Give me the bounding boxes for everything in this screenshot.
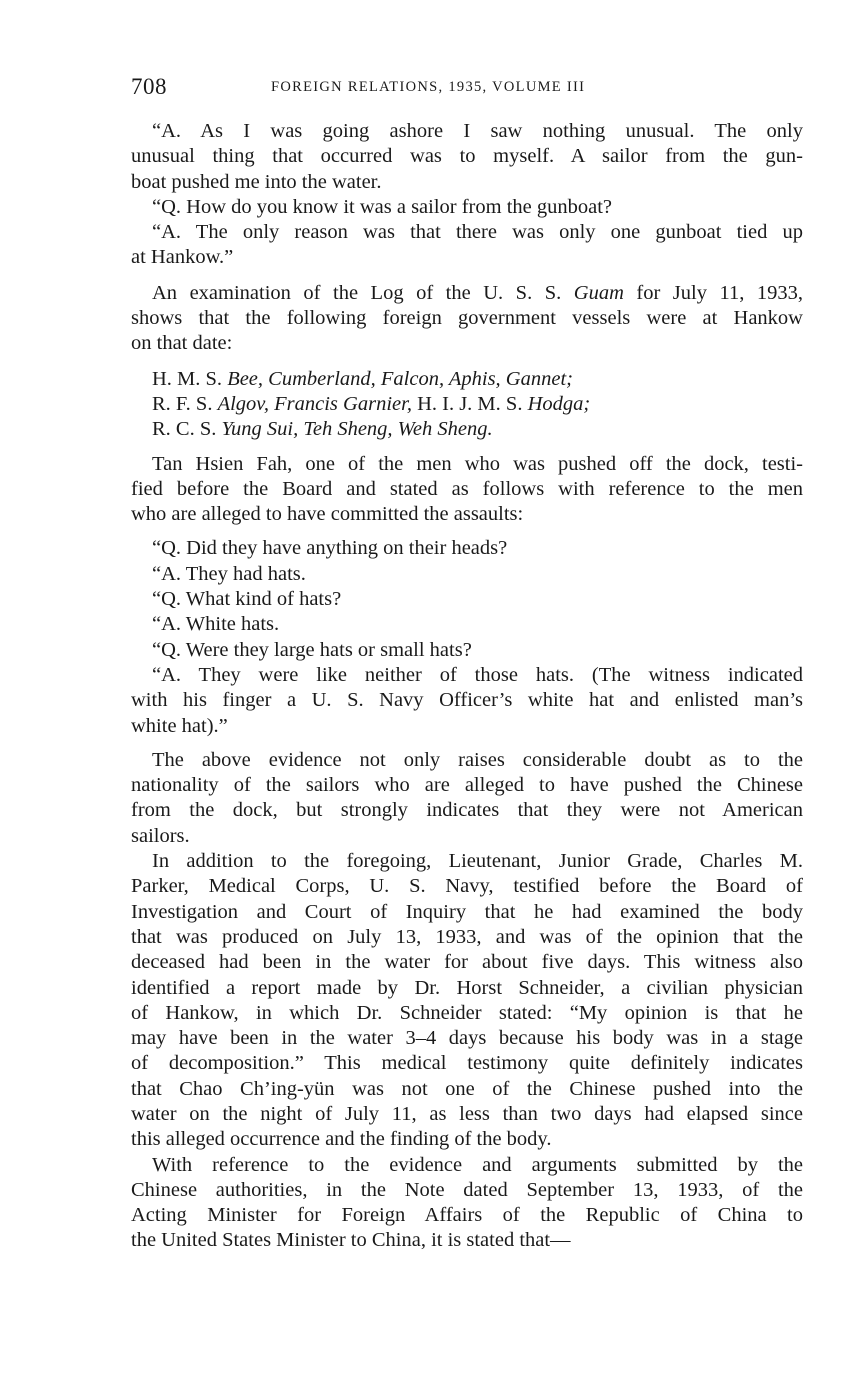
qa-line: “Q. Did they have anything on their heads? — [152, 537, 508, 560]
testimony-answer-paragraph — [131, 220, 803, 271]
navy-prefix: R. C. S. — [152, 418, 222, 441]
text-line: boat pushed me into the water. — [131, 170, 382, 193]
text-line: In addition to the foregoing, Lieutenant, Junior Grade, Charles M. — [152, 850, 803, 873]
text-line: of decomposition.” This medical testimony quite definitely indicates — [131, 1052, 803, 1075]
vessel-names: Bee, Cumberland, Falcon, Aphis, Gannet; — [227, 367, 573, 390]
text-line: sailors. — [131, 824, 190, 847]
log-examination-paragraph — [131, 281, 803, 357]
text-line: water on the night of July 11, as less than two days had elapsed since — [131, 1102, 803, 1125]
witness-paragraph — [131, 452, 803, 528]
navy-prefix: H. M. S. — [152, 367, 228, 390]
text-line: at Hankow.” — [131, 246, 234, 269]
qa-line: “Q. What kind of hats? — [152, 588, 342, 611]
vessel-row — [152, 367, 803, 392]
text-line: may have been in the water 3–4 days because his body was in a stage — [131, 1027, 803, 1050]
navy-prefix: H. I. J. M. S. — [411, 392, 528, 415]
qa-line: “A. They had hats. — [152, 562, 306, 585]
text-line: who are alleged to have committed the assaults: — [131, 503, 524, 526]
qa-line: “A. White hats. — [152, 613, 280, 636]
vessel-names: Hodga; — [527, 392, 591, 415]
vessel-row — [152, 417, 803, 442]
text-span: An examination of the Log of the U. S. S. — [152, 281, 574, 304]
evidence-paragraph — [131, 748, 803, 849]
text-line: on that date: — [131, 332, 233, 355]
text-span: for July 11, 1933, — [623, 281, 803, 304]
page-number: 708 — [131, 74, 167, 99]
text-line: “A. They were like neither of those hats. (The witness indicated — [152, 663, 803, 686]
text-line: the United States Minister to China, it is stated that— — [131, 1229, 571, 1252]
vessel-names: Algov, Francis Garnier, — [217, 392, 412, 415]
running-head: FOREIGN RELATIONS, 1935, VOLUME III — [271, 79, 586, 95]
text-line — [131, 281, 803, 306]
text-line: Acting Minister for Foreign Affairs of the Republic of China to — [131, 1204, 803, 1227]
text-line: “A. The only reason was that there was only one gunboat tied up — [152, 221, 803, 244]
page-body — [131, 119, 803, 1254]
vessel-names: Yung Sui, Teh Sheng, Weh Sheng. — [221, 418, 493, 441]
text-line: Investigation and Court of Inquiry that he had examined the body — [131, 900, 803, 923]
testimony-qa-list — [131, 536, 803, 662]
qa-line: “Q. Were they large hats or small hats? — [152, 638, 472, 661]
text-line: Chinese authorities, in the Note dated September 13, 1933, of the — [131, 1178, 803, 1201]
text-line: with his finger a U. S. Navy Officer’s white hat and enlisted man’s — [131, 689, 803, 712]
ship-name: Guam — [573, 281, 624, 304]
text-line: “A. As I was going ashore I saw nothing unusual. The only — [152, 120, 803, 142]
text-line: shows that the following foreign government vessels were at Hankow — [131, 307, 803, 330]
text-line: deceased had been in the water for about five days. This witness also — [131, 951, 803, 974]
testimony-answer-paragraph — [131, 663, 803, 739]
text-line: this alleged occurrence and the finding of the body. — [131, 1128, 552, 1151]
vessel-row — [152, 392, 803, 417]
text-line: unusual thing that occurred was to myself. A sailor from the gun- — [131, 145, 803, 168]
text-line: “Q. How do you know it was a sailor from the gunboat? — [152, 195, 613, 218]
testimony-answer-paragraph — [131, 119, 803, 195]
text-line: nationality of the sailors who are alleged to have pushed the Chinese — [131, 774, 803, 797]
text-line: fied before the Board and stated as follows with reference to the men — [131, 477, 803, 500]
text-line: white hat).” — [131, 714, 228, 737]
chinese-note-paragraph — [131, 1153, 803, 1254]
page-header — [131, 74, 803, 104]
navy-prefix: R. F. S. — [152, 392, 218, 415]
text-line: Tan Hsien Fah, one of the men who was pushed off the dock, testi- — [152, 452, 803, 475]
vessel-list — [131, 367, 803, 443]
text-line: The above evidence not only raises considerable doubt as to the — [152, 748, 803, 771]
text-line: With reference to the evidence and arguments submitted by the — [152, 1153, 803, 1176]
testimony-question-paragraph — [131, 195, 803, 220]
text-line: that Chao Ch’ing-yün was not one of the Chinese pushed into the — [131, 1077, 803, 1100]
text-line: identified a report made by Dr. Horst Schneider, a civilian physician — [131, 976, 803, 999]
medical-testimony-paragraph — [131, 849, 803, 1153]
text-line: that was produced on July 13, 1933, and was of the opinion that the — [131, 925, 803, 948]
text-line: Parker, Medical Corps, U. S. Navy, testified before the Board of — [131, 875, 803, 898]
text-line: of Hankow, in which Dr. Schneider stated: “My opinion is that he — [131, 1001, 803, 1024]
text-line: from the dock, but strongly indicates that they were not American — [131, 799, 803, 822]
